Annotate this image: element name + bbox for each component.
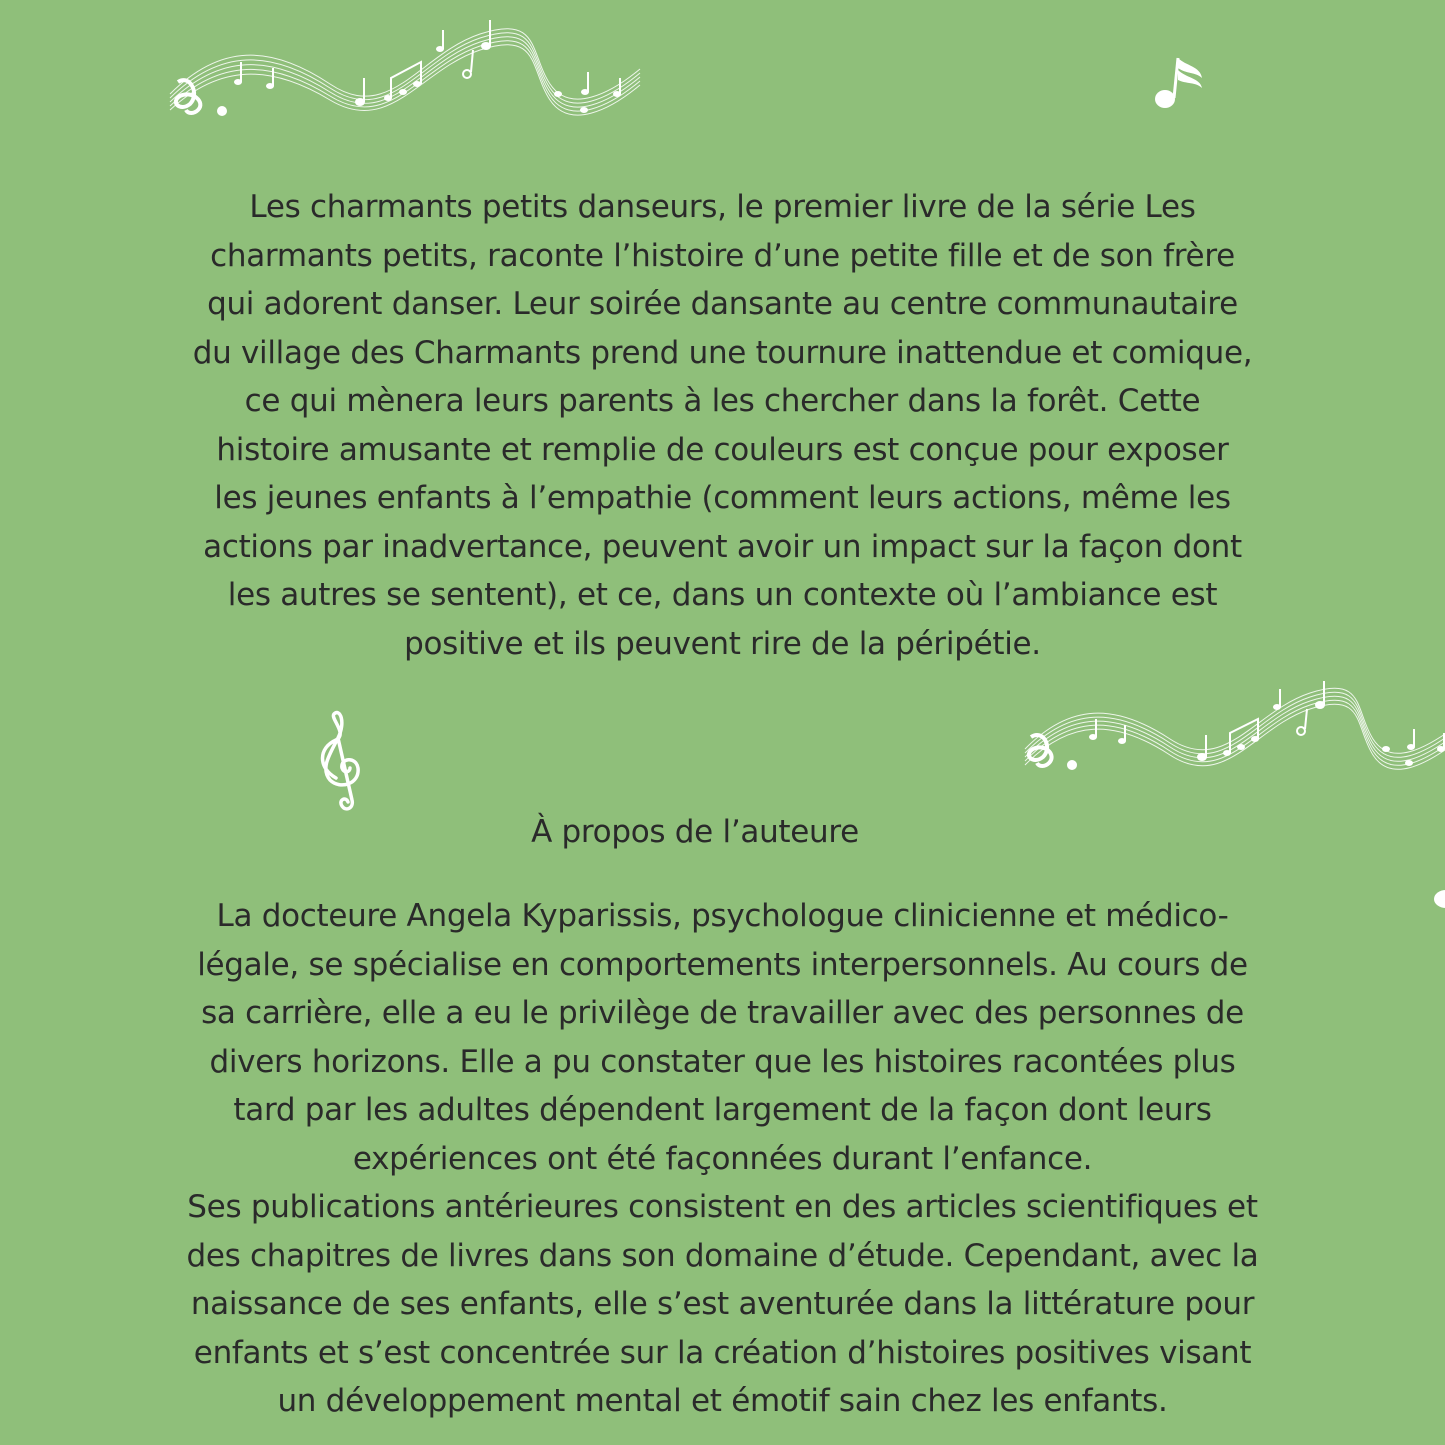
- author-bio-line: tard par les adultes dépendent largement de la façon dont leurs: [233, 1092, 1212, 1128]
- eighth-note-pair-icon: [1152, 52, 1210, 112]
- summary-line: positive et ils peuvent rire de la péripétie.: [404, 625, 1041, 662]
- treble-clef-icon: [310, 708, 370, 814]
- summary-line: qui adorent danser. Leur soirée dansante au centre communautaire: [207, 286, 1238, 322]
- summary-line: histoire amusante et remplie de couleurs est conçue pour exposer: [216, 431, 1229, 468]
- author-bio-line: naissance de ses enfants, elle s’est aventurée dans la littérature pour: [190, 1286, 1255, 1322]
- summary-line: ce qui mènera leurs parents à les chercher dans la forêt. Cette: [244, 383, 1201, 419]
- author-section-heading: À propos de l’auteure: [531, 814, 859, 850]
- music-staff-wave-icon: [1015, 675, 1445, 775]
- summary-line: les autres se sentent), et ce, dans un contexte où l’ambiance est: [227, 577, 1218, 613]
- summary-line: Les charmants petits danseurs, le premier livre de la série Les: [249, 189, 1196, 225]
- summary-line: les jeunes enfants à l’empathie (comment leurs actions, même les: [214, 480, 1231, 516]
- author-bio-line: sa carrière, elle a eu le privilège de travailler avec des personnes de: [201, 995, 1244, 1031]
- book-summary: [0, 183, 1445, 668]
- summary-line: charmants petits, raconte l’histoire d’une petite fille et de son frère: [210, 237, 1235, 274]
- author-bio-line: des chapitres de livres dans son domaine d’étude. Cependant, avec la: [186, 1237, 1259, 1274]
- author-bio: [0, 892, 1445, 1426]
- author-bio-line: enfants et s’est concentrée sur la création d’histoires positives visant: [193, 1334, 1252, 1371]
- author-bio-line: Ses publications antérieures consistent en des articles scientifiques et: [187, 1189, 1258, 1225]
- author-bio-line: divers horizons. Elle a pu constater que les histoires racontées plus: [209, 1043, 1236, 1080]
- author-bio-line: expériences ont été façonnées durant l’enfance.: [352, 1140, 1093, 1177]
- music-staff-wave-icon: [160, 14, 650, 124]
- summary-line: actions par inadvertance, peuvent avoir un impact sur la façon dont: [203, 528, 1242, 565]
- author-bio-line: La docteure Angela Kyparissis, psychologue clinicienne et médico-: [216, 898, 1229, 934]
- author-bio-line: légale, se spécialise en comportements interpersonnels. Au cours de: [197, 946, 1248, 983]
- author-bio-line: un développement mental et émotif sain chez les enfants.: [277, 1383, 1168, 1419]
- summary-line: du village des Charmants prend une tournure inattendue et comique,: [192, 334, 1253, 371]
